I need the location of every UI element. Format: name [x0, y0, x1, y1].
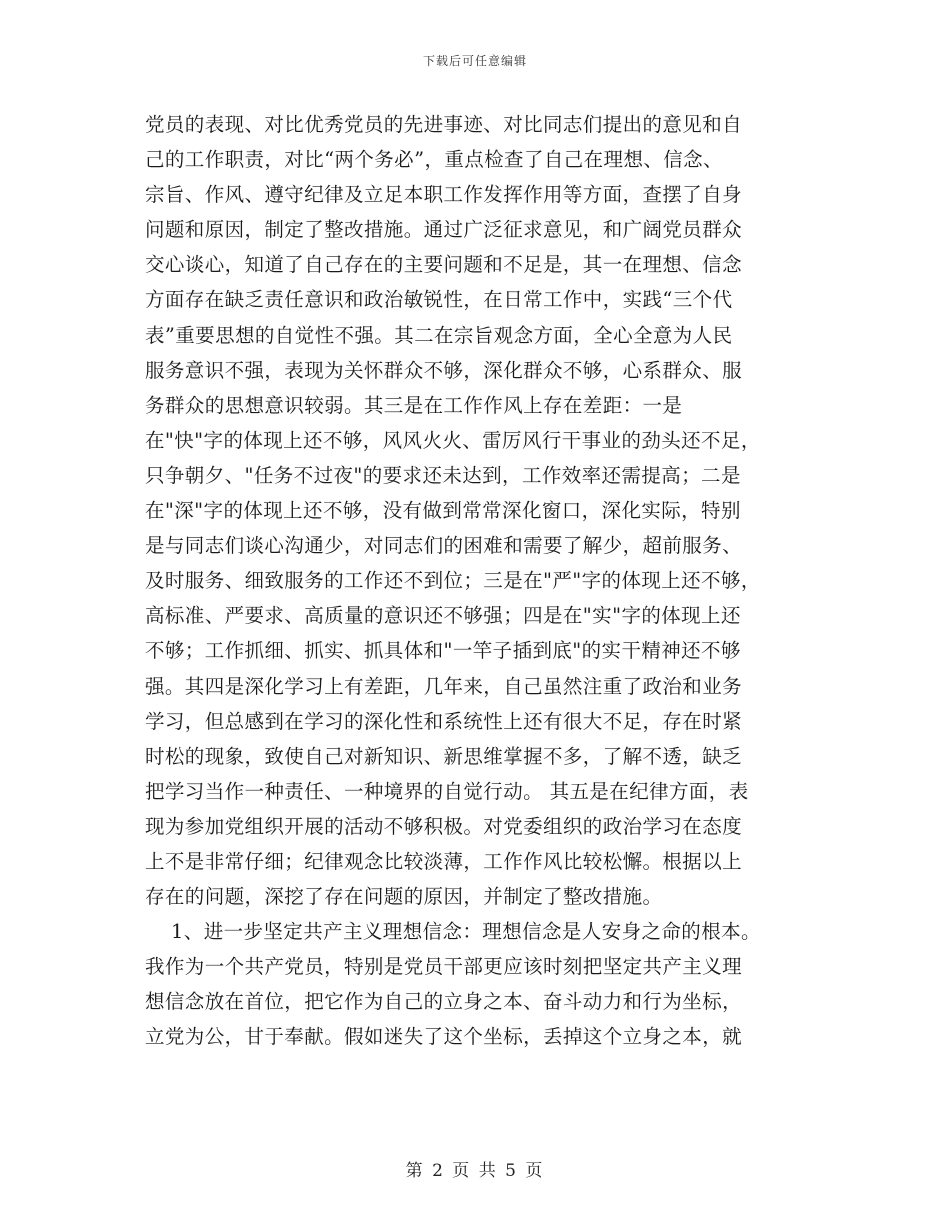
text-line: 在"快"字的体现上还不够，风风火火、雷厉风行干事业的劲头还不足， — [145, 428, 761, 452]
text-line: 务群众的思想意识较弱。其三是在工作作风上存在差距：一是 — [145, 393, 683, 417]
text-line: 强。其四是深化学习上有差距，几年来，自己虽然注重了政治和业务 — [145, 674, 743, 698]
text-line: 高标准、严要求、高质量的意识还不够强；四是在"实"字的体现上还 — [145, 604, 741, 628]
text-line: 不够；工作抓细、抓实、抓具体和"一竿子插到底"的实干精神还不够 — [145, 639, 741, 663]
text-line: 表”重要思想的自觉性不强。其二在宗旨观念方面，全心全意为人民 — [145, 323, 733, 347]
text-line: 想信念放在首位，把它作为自己的立身之本、奋斗动力和行为坐标， — [145, 990, 743, 1014]
text-line: 是与同志们谈心沟通少，对同志们的困难和需要了解少，超前服务、 — [145, 534, 743, 558]
text-line: 我作为一个共产党员，特别是党员干部更应该时刻把坚定共产主义理 — [145, 955, 743, 979]
text-line: 服务意识不强，表现为关怀群众不够，深化群众不够，心系群众、服 — [145, 358, 743, 382]
page-number: 第 2 页 共 5 页 — [405, 1161, 545, 1181]
text-line: 问题和原因，制定了整改措施。通过广泛征求意见，和广阔党员群众 — [145, 218, 743, 242]
text-line: 党员的表现、对比优秀党员的先进事迹、对比同志们提出的意见和自 — [145, 113, 743, 136]
text-line: 把学习当作一种责任、一种境界的自觉行动。 其五是在纪律方面，表 — [145, 779, 749, 803]
document-body — [145, 107, 865, 1055]
text-line: 宗旨、作风、遵守纪律及立足本职工作发挥作用等方面，查摆了自身 — [145, 183, 743, 207]
paragraph-start-line: 1、进一步坚定共产主义理想信念：理想信念是人安身之命的根本。 — [171, 920, 761, 944]
page-header: 下载后可任意编辑 — [422, 54, 527, 68]
text-line: 上不是非常仔细；纪律观念比较淡薄，工作作风比较松懈。根据以上 — [145, 849, 743, 873]
text-line: 立党为公，甘于奉献。假如迷失了这个坐标，丢掉这个立身之本，就 — [145, 1025, 743, 1049]
text-line: 及时服务、细致服务的工作还不到位；三是在"严"字的体现上还不够， — [145, 569, 761, 593]
text-line: 现为参加党组织开展的活动不够积极。对党委组织的政治学习在态度 — [145, 814, 743, 838]
text-line: 只争朝夕、"任务不过夜"的要求还未达到，工作效率还需提高；二是 — [145, 463, 741, 487]
text-line: 方面存在缺乏责任意识和政治敏锐性，在日常工作中，实践“三个代 — [145, 288, 733, 312]
text-line: 在"深"字的体现上还不够，没有做到常常深化窗口，深化实际，特别 — [145, 499, 741, 523]
text-line: 交心谈心，知道了自己存在的主要问题和不足是，其一在理想、信念 — [145, 253, 743, 277]
text-line: 存在的问题，深挖了存在问题的原因，并制定了整改措施。 — [145, 885, 663, 909]
text-line: 己的工作职责，对比“两个务必”，重点检查了自己在理想、信念、 — [145, 148, 723, 172]
text-line: 时松的现象，致使自己对新知识、新思维掌握不多，了解不透，缺乏 — [145, 744, 743, 768]
text-line: 学习，但总感到在学习的深化性和系统性上还有很大不足，存在时紧 — [145, 709, 743, 733]
